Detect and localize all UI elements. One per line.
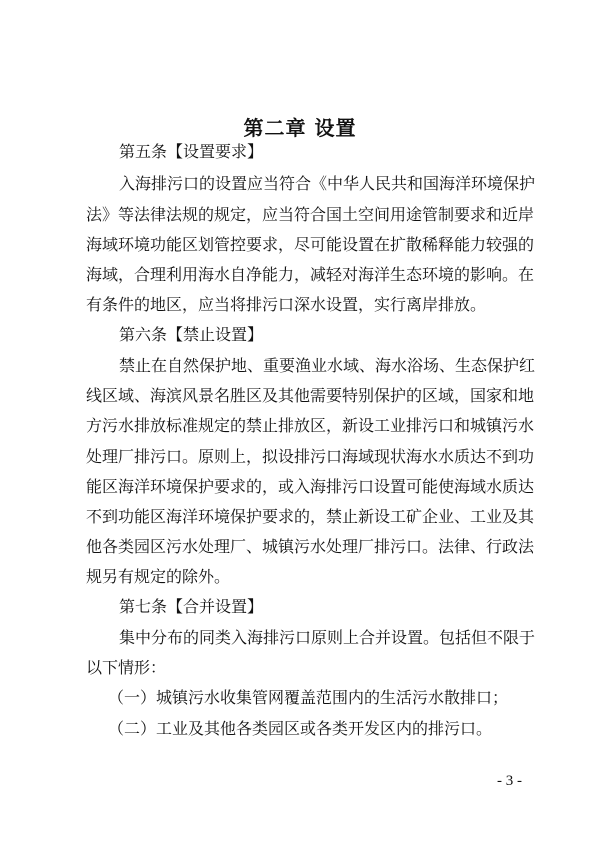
article-7-line: 以下情形： — [86, 658, 167, 677]
article-5-line: 法》等法律法规的规定，应当符合国土空间用途管制要求和近岸 — [86, 205, 535, 224]
article-7-line: （二）工业及其他各类园区或各类开发区内的排污口。 — [108, 719, 493, 738]
article-6-line: 他各类园区污水处理厂、城镇污水处理厂排污口。法律、行政法 — [86, 537, 535, 556]
article-7-line: 集中分布的同类入海排污口原则上合并设置。包括但不限于 — [119, 628, 536, 647]
article-6-line: 能区海洋环境保护要求的，或入海排污口设置可能使海域水质达 — [86, 477, 535, 496]
chapter-title: 第二章 设置 — [243, 116, 357, 140]
article-5-line: 海域环境功能区划管控要求，尽可能设置在扩散稀释能力较强的 — [86, 235, 535, 254]
article-7-line: （一）城镇污水收集管网覆盖范围内的生活污水散排口； — [108, 688, 509, 707]
article-6-line: 规另有规定的除外。 — [86, 567, 231, 586]
article-5-line: 有条件的地区，应当将排污口深水设置，实行离岸排放。 — [86, 295, 487, 314]
article-6-line: 禁止在自然保护地、重要渔业水域、海水浴场、生态保护红 — [119, 356, 536, 375]
article-6-line: 不到功能区海洋环境保护要求的，禁止新设工矿企业、工业及其 — [86, 507, 535, 526]
article-5-line: 海域，合理利用海水自净能力，减轻对海洋生态环境的影响。在 — [86, 265, 535, 284]
article-6-line: 线区域、海滨风景名胜区及其他需要特别保护的区域，国家和地 — [86, 386, 535, 405]
page-number: - 3 - — [497, 773, 522, 789]
article-6-line: 处理厂排污口。原则上，拟设排污口海域现状海水水质达不到功 — [86, 447, 535, 466]
article-6-line: 方污水排放标准规定的禁止排放区，新设工业排污口和城镇污水 — [86, 416, 535, 435]
article-7-heading: 第七条【合并设置】 — [119, 597, 264, 616]
article-5-heading: 第五条【设置要求】 — [119, 142, 264, 161]
article-6-heading: 第六条【禁止设置】 — [119, 325, 264, 344]
article-5-line: 入海排污口的设置应当符合《中华人民共和国海洋环境保护 — [119, 174, 536, 193]
